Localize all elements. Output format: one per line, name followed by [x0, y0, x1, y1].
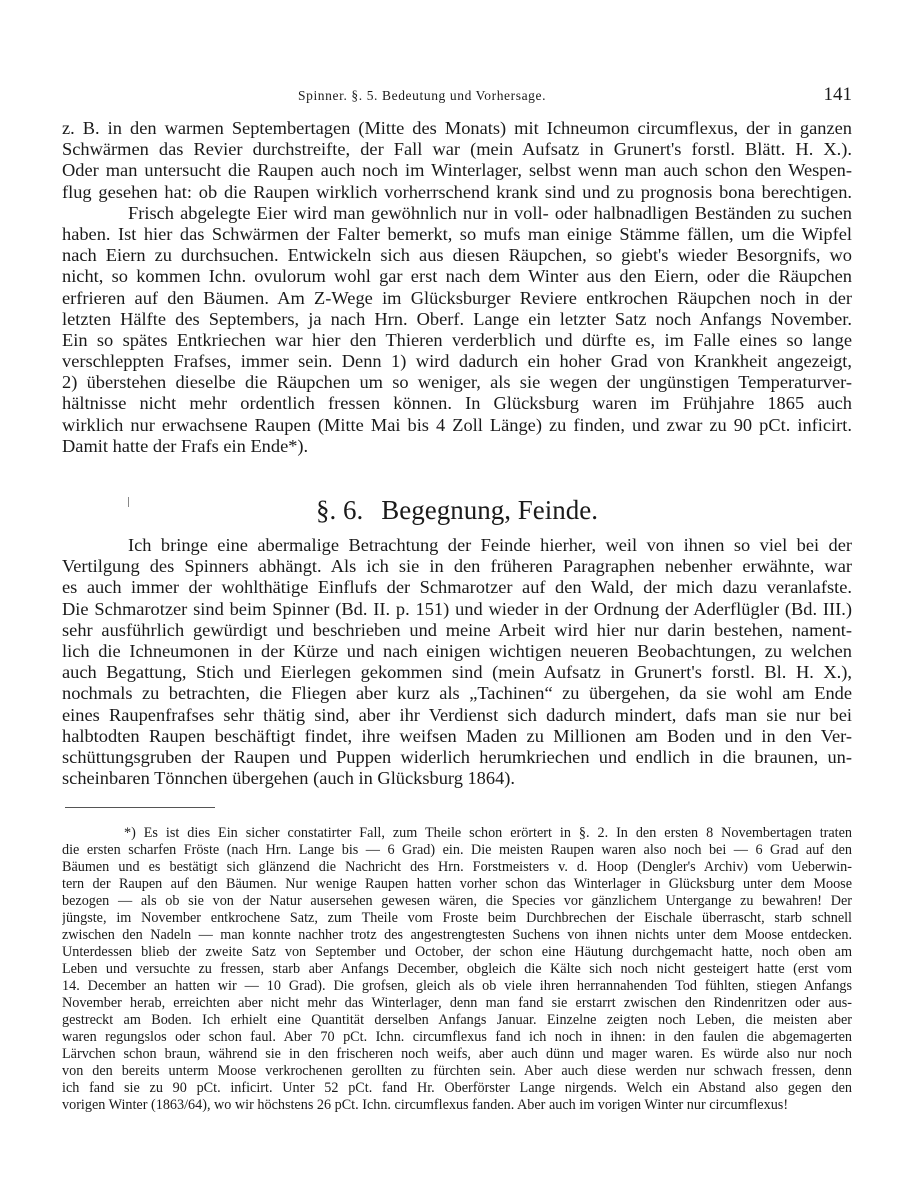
text-line: auch Begattung, Stich und Eierlegen gekommen sind (mein Aufsatz in Grunert's forstl. Bl. H. X.), [62, 662, 852, 683]
text-line: nochmals zu betrachten, die Fliegen aber kurz als „Tachinen“ zu übergehen, da sie wohl am Ende [62, 683, 852, 704]
footnote-line: waren regungslos oder schon faul. Aber 70 pCt. Ichn. circumflexus fand ich noch in ihnen: in den faulen die abgemagerten [62, 1029, 852, 1045]
paragraph-eggs [62, 203, 852, 457]
footnote-line: Lärvchen schon braun, während sie in den frischeren noch weifs, aber auch dünn und mager waren. Es würde also nur noch [62, 1046, 852, 1062]
text-line: hältnisse nicht mehr ordentlich fressen können. In Glücksburg waren im Frühjahre 1865 auch [62, 393, 852, 414]
text-line: eines Raupenfrafses sehr thätig sind, aber ihr Verdienst sich dadurch mindert, dafs man sie nur bei [62, 704, 852, 725]
text-line: scheinbaren Tönnchen übergehen (auch in Glücksburg 1864). [62, 768, 515, 789]
text-line: erfrieren auf den Bäumen. Am Z-Wege im Glücksburger Reviere entkrochen Räupchen noch in der [62, 287, 852, 308]
text-line: nach Eiern zu durchsuchen. Entwickeln sich aus diesen Räupchen, so giebt's wieder Besorgnifs, wo [62, 245, 852, 266]
footnote-line: zwischen den Nadeln — man konnte nachher trotz des angestrengtesten Suchens von ihnen nichts unter dem Moose entdecken. [62, 927, 852, 943]
text-line: lich die Ichneumonen in der Kürze und nach einigen wichtigen neueren Beobachtungen, zu welchen [62, 640, 852, 661]
footnote-line: gestreckt am Boden. Ich erhielt eine Quantität derselben Anfangs Januar. Einzelne zeigten noch Leben, die meisten aber [62, 1012, 852, 1028]
text-line: nicht, so kommen Ichn. ovulorum wohl gar erst nach dem Winter aus den Eiern, oder die Räupchen [62, 266, 852, 287]
footnote-line: Unterdessen blieb der zweite Satz von September und October, der schon eine Häutung durchgemacht hatte, noch oben am [62, 944, 852, 960]
footnote-line: von den bereits unterm Moose verkrochenen gerollten zu fürchten sein. Aber auch diese werden nur schwach fressen, denn [62, 1063, 852, 1079]
text-line: schüttungsgruben der Raupen und Puppen widerlich herumkriechen und endlich in die braunen, un- [62, 746, 852, 767]
text-line: Damit hatte der Frafs ein Ende*). [62, 435, 309, 456]
footnote-line: November herab, erreichten aber nicht mehr das Winterlager, denn man fand sie erstarrt zwischen den Rindenritzen oder aus- [62, 995, 852, 1011]
footnote-line: 14. December an hatten wir — 10 Grad). Die grofsen, gleich als ob viele ihren herrannahenden Tod fühlten, stiegen Anfangs [62, 978, 852, 994]
footnote-rule [65, 807, 215, 808]
section-title: Begegnung, Feinde. [381, 495, 598, 525]
footnote-line: Leben und versuchte zu fressen, starb aber Anfangs December, obgleich die Kälte sich noch nicht gesteigert hatte (erst vom [62, 961, 852, 977]
text-line: letzten Hälfte des Septembers, ja nach Hrn. Oberf. Lange ein letzter Satz noch Anfangs November. [62, 308, 852, 329]
footnote-line: ich fand sie zu 90 pCt. inficirt. Unter 52 pCt. fand Hr. Oberförster Lange nirgends. Welch ein Abstand also gegen den [62, 1080, 852, 1096]
text-line: Ein so spätes Entkriechen war hier den Thieren verderblich und dürfte es, im Falle eines so lange [62, 329, 852, 350]
text-line: haben. Ist hier das Schwärmen der Falter bemerkt, so mufs man einige Stämme fällen, um die Wipfel [62, 223, 852, 244]
text-line: Oder man untersucht die Raupen auch noch im Winterlager, selbst wenn man auch schon den Wespen- [62, 160, 852, 181]
text-line: z. B. in den warmen Septembertagen (Mitte des Monats) mit Ichneumon circumflexus, der in ganzen [62, 118, 852, 138]
text-line: Frisch abgelegte Eier wird man gewöhnlich nur in voll- oder halbnadligen Beständen zu suchen [128, 202, 852, 223]
text-line: wirklich nur erwachsene Raupen (Mitte Mai bis 4 Zoll Länge) zu finden, und zwar zu 90 pCt. inficirt. [62, 414, 852, 435]
text-line: 2) überstehen dieselbe die Räupchen um so weniger, als sie wegen der ungünstigen Temperaturver- [62, 372, 852, 393]
section-number: §. 6. [316, 495, 364, 525]
page-number: 141 [823, 84, 852, 105]
footnote [62, 825, 852, 1114]
text-line: Schwärmen das Revier durchstreifte, der Fall war (mein Aufsatz in Grunert's forstl. Blätt. H. X.). [62, 139, 852, 160]
text-line: halbtodten Raupen beschäftigt findet, ihre weifsen Maden zu Millionen am Boden und in den Ver- [62, 725, 852, 746]
footnote-line: bezogen — als ob sie von der Natur ausersehen gewesen wären, die Species vor gänzlichem Untergange zu bewahren! Der [62, 893, 852, 909]
running-head [62, 84, 852, 110]
text-line: es auch immer der wohlthätige Einflufs der Schmarotzer auf den Wald, der mich dazu veranlafste. [62, 577, 852, 598]
text-line: sehr ausführlich gewürdigt und beschrieben und meine Arbeit wird hier nur darin bestehen, nament- [62, 619, 852, 640]
text-line: Vertilgung des Spinners abhängt. Als ich sie in den früheren Paragraphen nebenher erwähnte, war [62, 556, 852, 577]
footnote-line: tern der Raupen auf den Bäumen. Nur wenige Raupen hatten vorher schon das Winterlager in Glücksburg unter dem Moose [62, 876, 852, 892]
text-line: verschleppten Frafses, immer sein. Denn 1) wird dadurch ein hoher Grad von Krankheit angezeigt, [62, 351, 852, 372]
running-head-title: Spinner. §. 5. Bedeutung und Vorhersage. [298, 88, 547, 103]
footnote-line: *) Es ist dies Ein sicher constatirter Fall, zum Theile schon erörtert in §. 2. In den ersten 8 Novembertagen traten [124, 825, 852, 841]
footnote-line: jüngste, im November entkrochene Satz, zum Theile vom Froste beim Durchbrechen der Eischale überrascht, starb schnell [62, 910, 852, 926]
text-line: Ich bringe eine abermalige Betrachtung der Feinde hierher, weil von ihnen so viel bei der [128, 535, 852, 555]
section-heading [62, 494, 852, 526]
footnote-line: Bäumen und es bestätigt sich glänzend die Nachricht des Hrn. Forstmeisters v. d. Hoop (Dengler's Archiv) vom Ueberwin- [62, 859, 852, 875]
footnote-line: vorigen Winter (1863/64), wo wir höchstens 26 pCt. Ichn. circumflexus fanden. Aber auch im vorigen Winter nur circumflexus! [62, 1097, 789, 1113]
paragraph-enemies [62, 535, 852, 789]
footnote-line: die ersten scharfen Fröste (nach Hrn. Lange bis — 6 Grad) ein. Die meisten Raupen waren also noch bei — 6 Grad auf den [62, 842, 852, 858]
text-line: flug gesehen hat: ob die Raupen wirklich vorherrschend krank sind und zu prognosis bona berechtigen. [62, 181, 852, 202]
paragraph-continued [62, 118, 852, 203]
text-line: Die Schmarotzer sind beim Spinner (Bd. II. p. 151) und wieder in der Ordnung der Aderflügler (Bd. III.) [62, 598, 852, 619]
